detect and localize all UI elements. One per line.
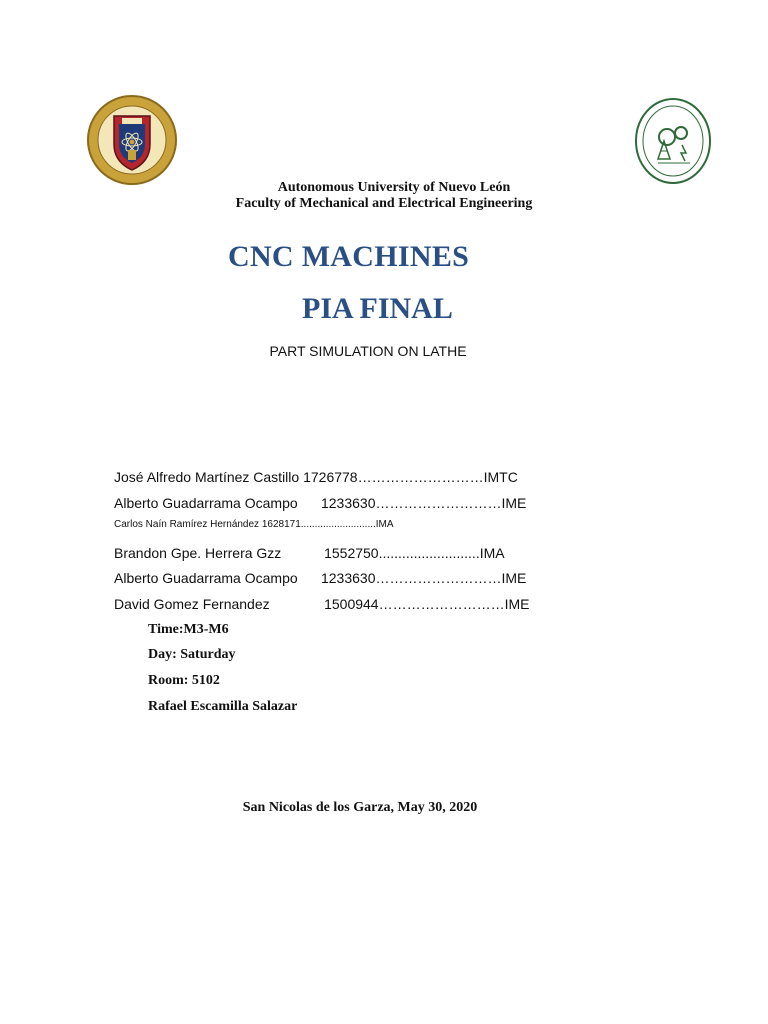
class-time: Time:M3-M6 <box>148 622 229 637</box>
student-line: Alberto Guadarrama Ocampo 1233630………………………IME <box>114 570 527 586</box>
fime-seal <box>634 97 712 185</box>
page-subtitle: PIA FINAL <box>302 292 453 325</box>
uanl-seal <box>86 94 178 186</box>
uanl-shield-seal-icon <box>86 94 178 186</box>
teacher-name: Rafael Escamilla Salazar <box>148 699 298 714</box>
document-subtitle: PART SIMULATION ON LATHE <box>269 343 467 359</box>
class-room: Room: 5102 <box>148 673 220 688</box>
place-date: San Nicolas de los Garza, May 30, 2020 <box>242 800 478 815</box>
fime-circular-seal-icon <box>634 97 712 185</box>
student-line: Brandon Gpe. Herrera Gzz 1552750..........................IMA <box>114 545 505 561</box>
faculty-name: Faculty of Mechanical and Electrical Engineering <box>235 196 533 211</box>
university-name: Autonomous University of Nuevo León <box>277 180 511 195</box>
student-line: David Gomez Fernandez 1500944………………………IME <box>114 596 530 612</box>
student-line: Alberto Guadarrama Ocampo 1233630………………………IME <box>114 495 527 511</box>
page-title: CNC MACHINES <box>228 240 470 273</box>
class-day: Day: Saturday <box>148 647 236 662</box>
student-line: Carlos Naín Ramírez Hernández 1628171...........................IMA <box>114 519 394 530</box>
student-line: José Alfredo Martínez Castillo 1726778………………………IMTC <box>114 469 518 485</box>
